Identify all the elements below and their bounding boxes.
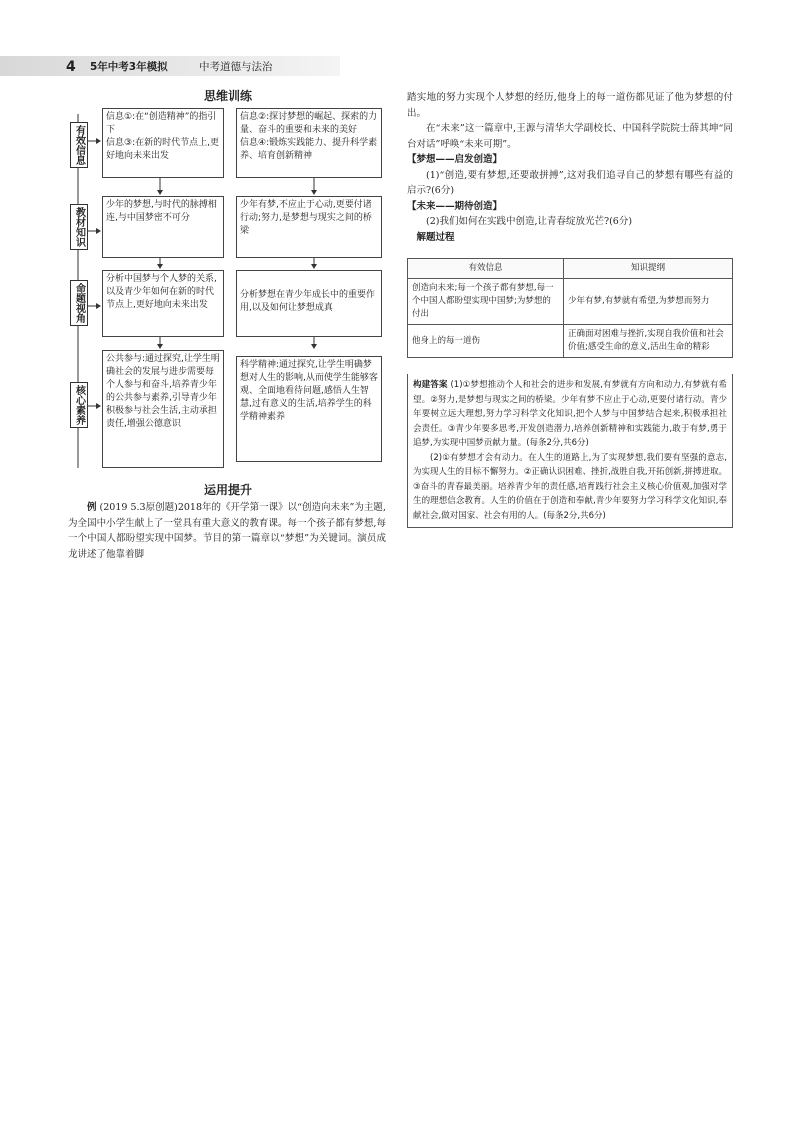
label-textbook-knowledge (70, 204, 88, 250)
answer-part-1 (413, 378, 727, 451)
table-cell: 他身上的每一道伤 (408, 325, 564, 358)
part1-heading: 【梦想——启发创造】 (407, 154, 503, 165)
literacy-text: 公共参与:通过探究,让学生明确社会的发展与进步需要每个人参与和奋斗,培养青少年的公共参与素养,引导青少年积极参与社会生活,主动承担责任,增强公德意识 (106, 354, 220, 429)
box-knowledge-right (236, 196, 382, 258)
box-literacy-right (236, 356, 382, 462)
knowledge-text: 少年有梦,不应止于心动,更要付诸行动;努力,是梦想与现实之间的桥梁 (240, 200, 372, 236)
example-continuation: 踏实地的努力实现个人梦想的经历,他身上的每一道伤都见证了他为梦想的付出。 (407, 92, 733, 119)
info-3: 信息③:在新的时代节点上,更好地向未来出发 (106, 138, 219, 161)
knowledge-text: 少年的梦想,与时代的脉搏相连,与中国梦密不可分 (106, 200, 217, 223)
example-paragraph (68, 500, 386, 562)
book-title: 5年中考3年模拟 (90, 61, 168, 73)
box-perspective-right (236, 270, 382, 337)
answer-box (407, 374, 733, 528)
info-2: 信息②:探讨梦想的崛起、探索的力量、奋斗的重要和未来的美好 (240, 112, 378, 135)
literacy-text: 科学精神:通过探究,让学生明确梦想对人生的影响,从而使学生能够客观、全面地看待问题,感悟人生智慧,过有意义的生活,培养学生的科学精神素养 (240, 360, 378, 422)
flowchart (68, 106, 388, 476)
box-info-right (236, 108, 382, 178)
label-text: 有效信息 (73, 125, 85, 165)
example-lead: 例 (87, 502, 97, 513)
box-literacy-left (102, 350, 224, 468)
box-info-left (102, 108, 224, 178)
example-body: (2019 5.3原创题)2018年的《开学第一课》以“创造向未来”为主题,为全国中小学生献上了一堂具有重大意义的教育课。每一个孩子都有梦想,每一个中国人都盼望实现中国梦。节目的第一篇章以“梦想”为关键词。演员成龙讲述了他靠着脚 (68, 502, 386, 560)
table-header: 有效信息 (408, 259, 564, 279)
box-perspective-left (102, 270, 224, 337)
table-header: 知识提纲 (564, 259, 733, 279)
label-text: 命题视角 (73, 283, 85, 323)
answer-text: (1)①梦想推动个人和社会的进步和发展,有梦就有方向和动力,有梦就有希望。②努力,是梦想与现实之间的桥梁。少年有梦不应止于心动,更要付诸行动。青少年要树立远大理想,努力学习科学文化知识,把个人梦与中国梦结合起来,积极承担社会责任。③青少年要多思考,开发创造潜力,培养创新精神和实践能力,敢于有梦,勇于追梦,为实现中国梦贡献力量。(每条2分,共6分) (413, 380, 727, 448)
question-2: (2)我们如何在实践中创造,让青春绽放光芒?(6分) (426, 216, 633, 227)
answer-part-2: (2)①有梦想才会有动力。在人生的道路上,为了实现梦想,我们要有坚强的意志,为实现人生的目标不懈努力。②正确认识困难、挫折,战胜自我,开拓创新,拼搏进取。③奋斗的青春最美丽。培养青少年的责任感,培育践行社会主义核心价值观,加强对学生的理想信念教育。人生的价值在于创造和奉献,青少年要努力学习科学文化知识,奉献社会,做对国家、社会有用的人。(每条2分,共6分) (413, 452, 727, 521)
info-4: 信息④:锻炼实践能力、提升科学素养、培育创新精神 (240, 138, 378, 161)
label-effective-info (70, 122, 88, 168)
label-question-perspective (70, 280, 88, 326)
section-title-thinking: 思维训练 (203, 89, 252, 103)
part2-heading: 【未来——期待创造】 (407, 200, 503, 212)
table-cell: 少年有梦,有梦就有希望,为梦想而努力 (564, 279, 733, 325)
label-text: 核心素养 (73, 385, 85, 425)
label-text: 教材知识 (73, 207, 85, 247)
answer-label: 构建答案 (413, 380, 448, 390)
table-row (408, 325, 733, 358)
process-title: 解题过程 (416, 231, 455, 243)
box-knowledge-left (102, 196, 224, 258)
example-text-left (68, 500, 386, 562)
label-core-literacy (70, 382, 88, 428)
table-cell: 正确面对困难与挫折,实现自我价值和社会价值;感受生命的意义,活出生命的精彩 (564, 325, 733, 358)
info-1: 信息①:在“创造精神”的指引下 (106, 112, 217, 135)
table-row (408, 279, 733, 325)
section-title-application: 运用提升 (203, 483, 252, 497)
table-header-row (408, 259, 733, 279)
page-number: 4 (66, 59, 76, 75)
header-band (0, 56, 340, 76)
solution-table (407, 258, 733, 358)
perspective-text: 分析中国梦与个人梦的关系,以及青少年如何在新的时代节点上,更好地向未来出发 (106, 274, 217, 310)
example-text-right (407, 90, 733, 245)
perspective-text: 分析梦想在青少年成长中的重要作用,以及如何让梦想成真 (240, 290, 376, 313)
example-future-paragraph: 在“未来”这一篇章中,王源与清华大学副校长、中国科学院院士薛其坤“同台对话”呼唤“未来可期”。 (407, 123, 733, 150)
question-1: (1)“创造,要有梦想,还要敢拼搏”,这对我们追寻自己的梦想有哪些有益的启示?(6分) (407, 169, 733, 196)
table-cell: 创造向未来;每一个孩子都有梦想,每一个中国人都盼望实现中国梦;为梦想的付出 (408, 279, 564, 325)
subject-title: 中考道德与法治 (199, 61, 273, 73)
